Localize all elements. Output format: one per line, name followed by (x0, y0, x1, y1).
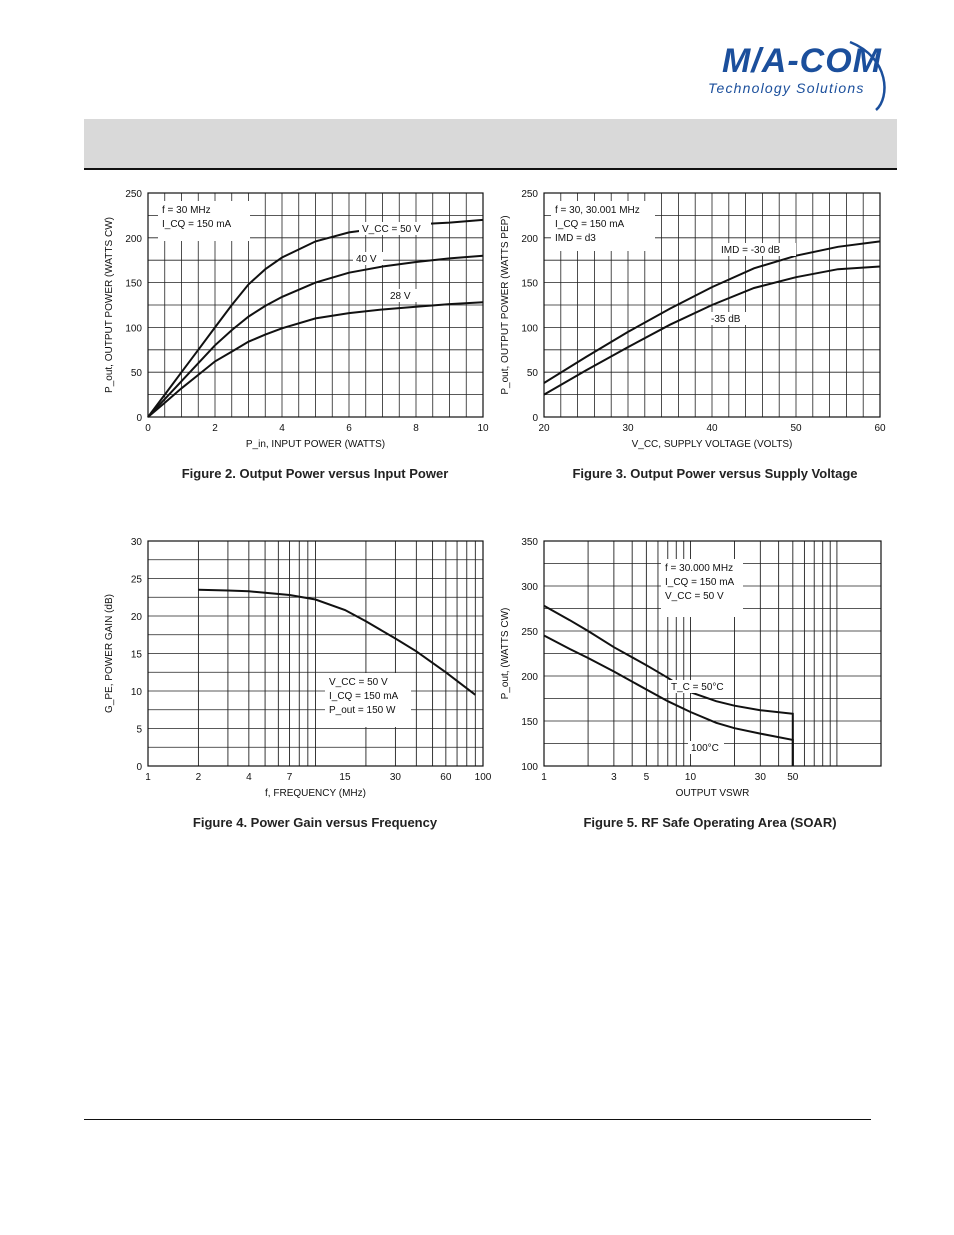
annotation-text: I_CQ = 150 mA (555, 219, 625, 230)
y-tick-label: 150 (521, 278, 538, 290)
y-tick-label: 0 (136, 762, 142, 773)
annotation-text: V_CC = 50 V (329, 677, 388, 688)
x-tick-label: 30 (622, 423, 634, 434)
y-tick-label: 5 (136, 724, 142, 736)
y-tick-label: 250 (521, 189, 538, 200)
x-tick-label: 7 (286, 772, 293, 783)
x-tick-label: 100 (474, 772, 492, 783)
y-tick-label: 350 (521, 537, 538, 548)
caption-fig2: Figure 2. Output Power versus Input Power (181, 466, 449, 481)
y-tick-label: 200 (521, 672, 538, 683)
header-banner (84, 119, 897, 170)
chart-output-vs-input (100, 185, 500, 455)
y-tick-label: 100 (125, 323, 142, 335)
x-tick-label: 3 (611, 772, 617, 783)
x-tick-label: 4 (279, 423, 285, 434)
y-tick-label: 200 (521, 233, 538, 245)
x-tick-label: 60 (874, 423, 886, 434)
y-tick-label: 0 (532, 413, 538, 424)
y-tick-label: 50 (130, 368, 142, 380)
x-tick-label: 6 (346, 423, 352, 434)
annotation-text: I_CQ = 150 mA (329, 691, 399, 702)
x-tick-label: 1 (541, 772, 547, 783)
x-tick-label: 20 (538, 423, 550, 434)
y-tick-label: 100 (521, 762, 538, 773)
series-label: 28 V (390, 291, 411, 302)
footer-rule (84, 1119, 871, 1120)
x-tick-label: 8 (413, 423, 419, 434)
series-label: 40 V (356, 254, 377, 265)
annotation-text: P_out = 150 W (329, 705, 396, 716)
annotation-text: f = 30, 30.001 MHz (555, 205, 640, 216)
series-label: T_C = 50°C (671, 682, 724, 693)
caption-fig3: Figure 3. Output Power versus Supply Voltage (572, 466, 858, 481)
annotation-text: f = 30.000 MHz (665, 563, 734, 574)
annotation-text: IMD = d3 (555, 233, 596, 244)
logo-tagline: Technology Solutions (708, 80, 865, 96)
x-tick-label: 60 (440, 772, 452, 783)
x-tick-label: 30 (389, 772, 401, 783)
x-tick-label: 2 (195, 772, 202, 783)
x-tick-label: 10 (684, 772, 697, 783)
y-tick-label: 250 (521, 627, 538, 638)
y-tick-label: 0 (136, 413, 142, 424)
y-axis-label: P_out, (WATTS CW) (500, 607, 511, 700)
series-label: 100°C (691, 743, 719, 754)
x-tick-label: 10 (477, 423, 489, 434)
plot-area (148, 541, 483, 766)
x-tick-label: 30 (754, 772, 766, 783)
x-tick-label: 1 (145, 772, 151, 783)
series-line (544, 636, 793, 767)
annotation-text: V_CC = 50 V (665, 591, 724, 602)
annotation-text: I_CQ = 150 mA (665, 577, 735, 588)
y-tick-label: 100 (521, 323, 538, 335)
y-tick-label: 20 (130, 612, 142, 623)
x-tick-label: 50 (790, 423, 802, 434)
x-axis-label: f, FREQUENCY (MHz) (265, 788, 366, 799)
x-tick-label: 50 (787, 772, 799, 783)
x-axis-label: OUTPUT VSWR (675, 788, 750, 799)
series-label: V_CC = 50 V (362, 224, 421, 235)
y-tick-label: 250 (125, 189, 142, 200)
x-tick-label: 40 (706, 423, 718, 434)
caption-fig5: Figure 5. RF Safe Operating Area (SOAR) (583, 815, 837, 830)
y-tick-label: 15 (130, 649, 142, 661)
x-tick-label: 0 (145, 423, 151, 434)
series-label: -35 dB (711, 314, 741, 325)
y-axis-label: G_PE, POWER GAIN (dB) (104, 594, 115, 713)
chart-output-vs-voltage (495, 185, 895, 455)
y-axis-label: P_out, OUTPUT POWER (WATTS PEP) (500, 215, 511, 395)
y-tick-label: 200 (125, 233, 142, 245)
x-axis-label: P_in, INPUT POWER (WATTS) (245, 439, 386, 450)
y-axis-label: P_out, OUTPUT POWER (WATTS CW) (104, 217, 115, 393)
y-tick-label: 50 (526, 368, 538, 380)
x-tick-label: 2 (212, 423, 218, 434)
y-tick-label: 10 (130, 687, 142, 698)
y-tick-label: 25 (130, 574, 142, 586)
y-tick-label: 150 (521, 717, 538, 728)
x-tick-label: 15 (339, 772, 351, 783)
annotation-text: f = 30 MHz (162, 205, 211, 216)
y-tick-label: 300 (521, 582, 538, 593)
chart-gain-vs-frequency (100, 533, 500, 803)
macom-logo (700, 38, 890, 113)
y-tick-label: 30 (130, 537, 142, 548)
series-label: IMD = -30 dB (721, 245, 781, 256)
annotation-text: I_CQ = 150 mA (162, 219, 232, 230)
y-tick-label: 150 (125, 278, 142, 290)
x-tick-label: 5 (643, 772, 650, 783)
logo-wordmark: M/A-COM (722, 42, 882, 80)
chart-rf-soar (495, 533, 895, 803)
x-axis-label: V_CC, SUPPLY VOLTAGE (VOLTS) (631, 439, 793, 450)
caption-fig4: Figure 4. Power Gain versus Frequency (192, 815, 438, 830)
x-tick-label: 4 (246, 772, 252, 783)
